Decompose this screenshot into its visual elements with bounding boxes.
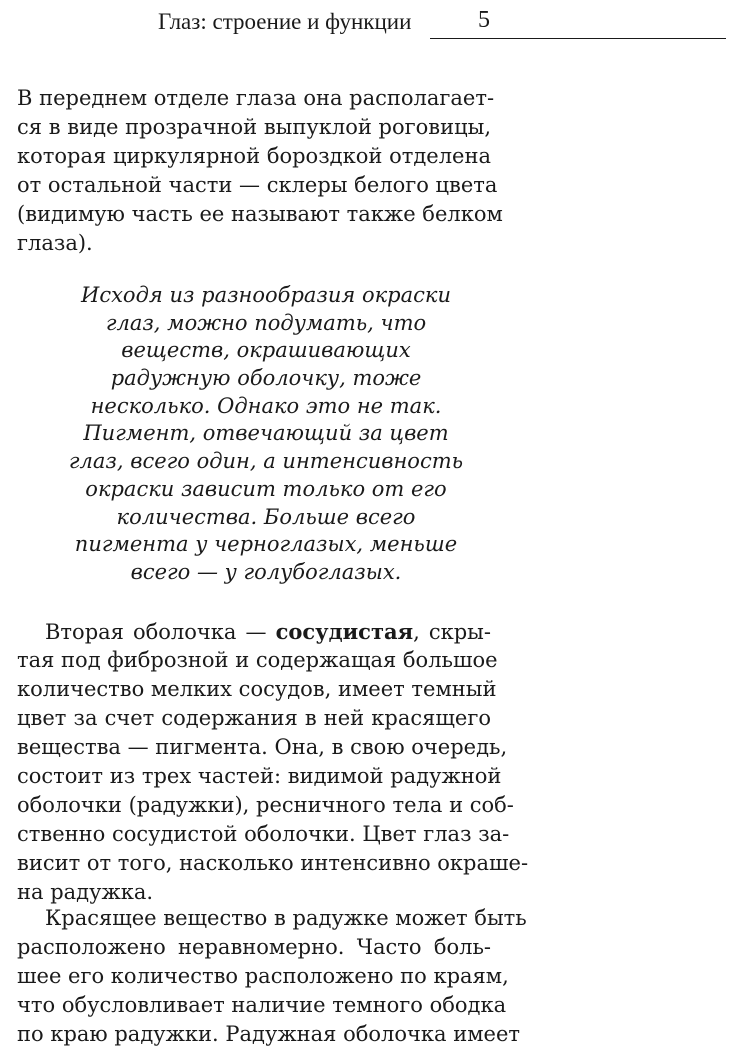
paragraph-line: ственно сосудистой оболочки. Цвет глаз за- xyxy=(17,822,510,846)
paragraph-line: расположено неравномерно. Часто боль- xyxy=(17,935,491,959)
quote-line: Пигмент, отвечающий за цвет xyxy=(83,421,449,446)
paragraph-line: ся в виде прозрачной выпуклой роговицы, xyxy=(17,115,491,139)
paragraph-line: оболочки (радужки), ресничного тела и соб- xyxy=(17,793,514,817)
paragraph-line: состоит из трех частей: видимой радужной xyxy=(17,764,502,788)
quote-line: несколько. Однако это не так. xyxy=(90,393,442,418)
paragraph-1 xyxy=(17,84,503,258)
paragraph-line: по краю радужки. Радужная оболочка имеет xyxy=(17,1022,521,1046)
quote-line: пигмента у черноглазых, меньше xyxy=(74,532,458,557)
quote-line: радужную оболочку, тоже xyxy=(110,366,422,391)
pull-quote xyxy=(60,282,472,587)
paragraph-line: что обусловливает наличие темного ободка xyxy=(17,993,507,1017)
paragraph-line: которая циркулярной бороздкой отделена xyxy=(17,144,491,168)
paragraph-line: висит от того, насколько интенсивно окраше- xyxy=(17,851,529,875)
paragraph-line: глаза). xyxy=(17,231,93,255)
term-highlight: сосудистая xyxy=(275,619,414,644)
quote-line: количества. Больше всего xyxy=(116,504,416,529)
quote-line: всего — у голубоглазых. xyxy=(130,559,402,584)
paragraph-line: тая под фиброзной и содержащая большое xyxy=(17,648,498,672)
paragraph-line: вещества — пигмента. Она, в свою очередь, xyxy=(17,735,508,759)
quote-line: глаз, можно подумать, что xyxy=(105,310,427,335)
header-rule xyxy=(430,38,726,39)
text-run: Вторая оболочка — xyxy=(45,620,276,644)
paragraph-line: Красящее вещество в радужке может быть xyxy=(45,906,527,930)
paragraph-line: количество мелких сосудов, имеет темный xyxy=(17,677,497,701)
quote-line: веществ, окрашивающих xyxy=(121,338,411,363)
paragraph-line: В переднем отделе глаза она располагает- xyxy=(17,86,495,110)
paragraph-first-line xyxy=(17,617,491,646)
paragraph-2 xyxy=(17,617,529,907)
paragraph-line: (видимую часть ее называют также белком xyxy=(17,202,503,226)
quote-line: Исходя из разнообразия окраски xyxy=(81,283,451,307)
paragraph-line: на радужка. xyxy=(17,880,154,904)
quote-line: окраски зависит только от его xyxy=(85,476,447,501)
page-number: 5 xyxy=(478,7,490,33)
paragraph-line: цвет за счет содержания в ней красящего xyxy=(17,706,491,730)
paragraph-line: шее его количество расположено по краям, xyxy=(17,964,509,988)
paragraph-3 xyxy=(17,904,527,1049)
paragraph-line: от остальной части — склеры белого цвета xyxy=(17,173,498,197)
text-run: , скры- xyxy=(413,620,491,644)
quote-line: глаз, всего один, а интенсивность xyxy=(68,449,464,474)
header-title: Глаз: строение и функции xyxy=(158,9,412,34)
